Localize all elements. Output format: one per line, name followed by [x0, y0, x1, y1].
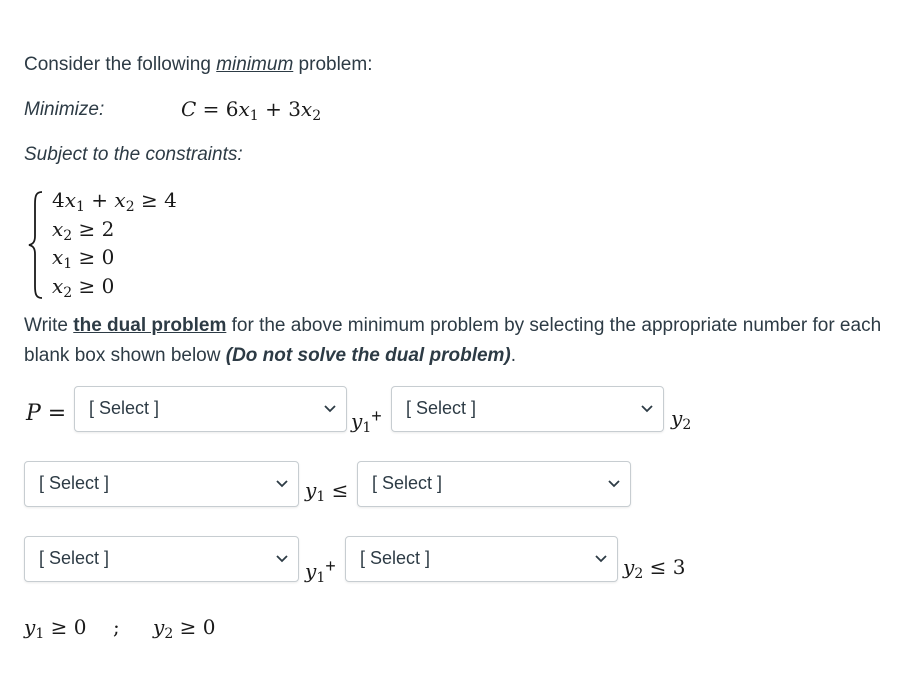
- select-placeholder: [ Select ]: [39, 548, 110, 568]
- select-constraint2-coef-y2[interactable]: [345, 536, 618, 582]
- select-placeholder: [ Select ]: [406, 398, 477, 418]
- nonneg-separator: ;: [113, 615, 120, 639]
- select-placeholder: [ Select ]: [39, 473, 110, 493]
- constraint-1: $4x_1 + x_2 \ge 4$: [52, 188, 177, 215]
- constraints-label: Subject to the constraints:: [24, 144, 243, 165]
- constraint-2: $x_2 \ge 2$: [52, 217, 115, 244]
- left-brace-icon: [28, 190, 44, 300]
- dual-objective-label: P =: [26, 401, 67, 426]
- intro-emphasis: minimum: [216, 54, 294, 75]
- chevron-down-icon: [595, 554, 607, 564]
- select-placeholder: [ Select ]: [360, 548, 431, 568]
- minimize-label: Minimize:: [24, 99, 105, 120]
- instruction-line-2: blank box shown below (Do not solve the dual problem).: [24, 345, 517, 366]
- y1-plus-label-2: $y_1+$: [305, 556, 336, 586]
- instruction-note: (Do not solve the dual problem): [225, 345, 511, 366]
- nonneg-y2: $y_2 \ge 0$: [153, 615, 216, 642]
- select-constraint1-rhs[interactable]: [357, 461, 631, 507]
- instruction-line-1: Write the dual problem for the above minimum problem by selecting the appropriate number for each: [24, 315, 882, 336]
- select-p-coef-y2[interactable]: [391, 386, 664, 432]
- nonneg-y1: $y_1 \ge 0$: [24, 615, 87, 642]
- y2-le-3-label: $y_2 \le 3$: [623, 555, 686, 582]
- objective-function: $C = 6x_1 + 3x_2$: [181, 97, 322, 124]
- intro-prefix: Consider the following: [24, 54, 217, 75]
- select-constraint1-coef-y1[interactable]: [24, 461, 299, 507]
- intro-suffix: problem:: [293, 54, 373, 75]
- select-constraint2-coef-y1[interactable]: [24, 536, 299, 582]
- chevron-down-icon: [641, 404, 653, 414]
- y2-label: $y_2$: [671, 406, 692, 433]
- chevron-down-icon: [276, 554, 288, 564]
- constraint-3: $x_1 \ge 0$: [52, 245, 115, 272]
- select-placeholder: [ Select ]: [372, 473, 443, 493]
- chevron-down-icon: [324, 404, 336, 414]
- intro-text: [24, 53, 372, 77]
- constraint-4: $x_2 \ge 0$: [52, 274, 115, 301]
- chevron-down-icon: [608, 479, 620, 489]
- select-p-coef-y1[interactable]: [74, 386, 347, 432]
- chevron-down-icon: [276, 479, 288, 489]
- y1-le-label: $y_1$ ≤: [305, 478, 349, 505]
- y1-plus-label: $y_1+$: [351, 406, 382, 436]
- dual-problem-link[interactable]: the dual problem: [73, 315, 227, 336]
- select-placeholder: [ Select ]: [89, 398, 160, 418]
